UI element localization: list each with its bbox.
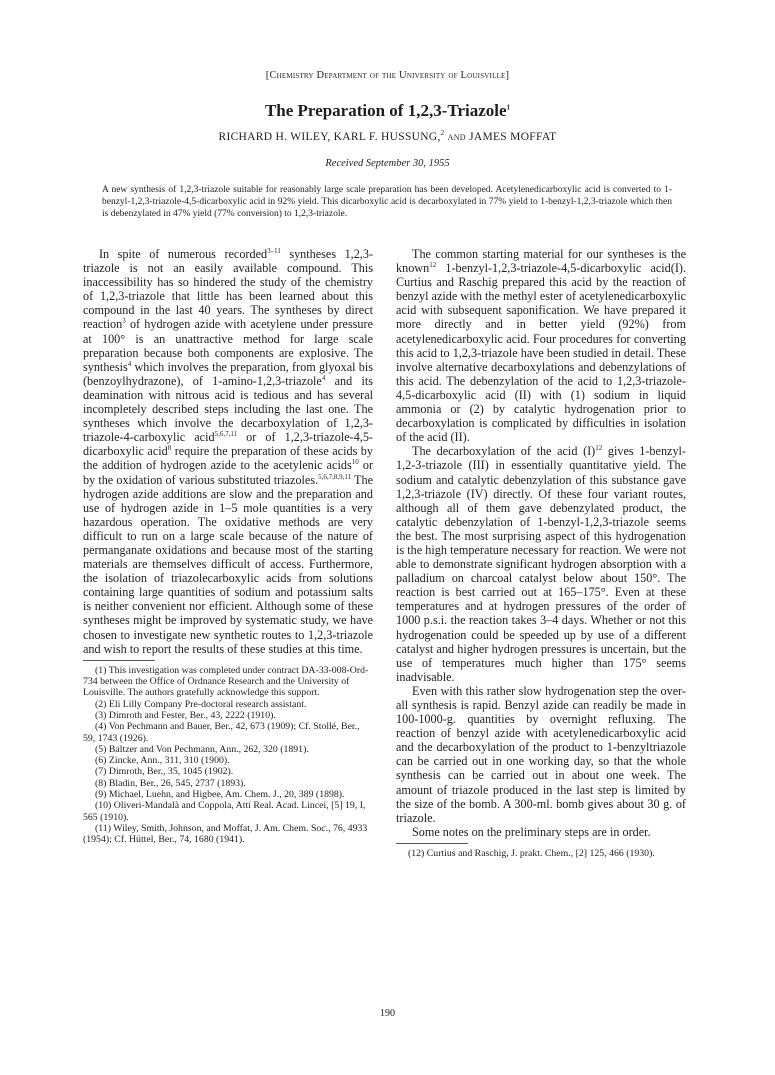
- right-column: [396, 247, 686, 859]
- footnote-rule: [83, 660, 155, 661]
- footnotes-left: [83, 665, 373, 846]
- footnote: (1) This investigation was completed under contract DA-33-008-Ord-734 between the Office of Ordnance Research and the University of Louisville. The authors gratefully acknowledge this support.: [83, 664, 369, 699]
- reference-superscript: 12: [595, 444, 603, 453]
- author-line: [0, 131, 775, 143]
- reference-superscript: 3–11: [267, 246, 281, 255]
- footnote: (4) Von Pechmann and Bauer, Ber., 42, 673 (1909); Cf. Stollé, Ber., 59, 1743 (1926).: [83, 721, 360, 744]
- body-paragraph: Some notes on the preliminary steps are in order.: [412, 824, 651, 839]
- title-footnote-ref: 1: [506, 103, 511, 112]
- page-number: 190: [380, 1008, 395, 1019]
- reference-superscript: 5,6,7,8,9,11: [318, 472, 352, 481]
- footnote: (7) Dimroth, Ber., 35, 1045 (1902).: [95, 766, 234, 778]
- footnote: (3) Dimroth and Fester, Ber., 43, 2222 (1910).: [95, 709, 276, 721]
- author-footnote-ref: 2: [440, 129, 445, 138]
- footnote: (5) Baltzer and Von Pechmann, Ann., 262, 320 (1891).: [95, 743, 309, 755]
- footnote-rule: [396, 843, 468, 844]
- footnote: (8) Bladin, Ber., 26, 545, 2737 (1893).: [95, 777, 246, 789]
- reference-superscript: 4: [127, 359, 132, 368]
- authors-main: RICHARD H. WILEY, KARL F. HUSSUNG,: [218, 131, 441, 143]
- footnotes-right: [396, 848, 686, 859]
- received-date: Received September 30, 1955: [325, 158, 450, 169]
- footnote: (9) Michael, Luehn, and Higbee, Am. Chem. J., 20, 389 (1898).: [95, 788, 345, 800]
- body-paragraph: The decarboxylation of the acid $(I)^{12}$ gives 1-benzyl-1,2-3-triazole (III) in essentially quantitative yield. The sodium and catalytic debenzylation of this substance gave 1,2,3-triazole (IV) directly. Of these four variant routes, although all of them gave debenzylated product, the catalytic debenzylation of 1-benzyl-1,2,3-triazole seems the best. The most surprising aspect of this hydrogenation is the high temperature necessary for reaction. We were not able to demonstrate significant hydrogen absorption with a palladium on charcoal catalyst below about 150°. The reaction is best carried out at 165–175°. Even at these temperatures and at hydrogen pressures of the order of 1000 p.s.i. the reaction takes 3–4 days. Whether or not this hydrogenation could be speeded up by use of a different catalyst and higher hydrogen pressures is uncertain, but the use of temperatures much higher than 175° seems inadvisable.: [396, 444, 686, 684]
- reference-superscript: 8: [167, 444, 172, 453]
- reference-superscript: 10: [351, 458, 359, 467]
- left-column: [83, 247, 373, 845]
- authors-and: and: [447, 131, 466, 143]
- reference-superscript: 3: [122, 317, 126, 326]
- reference-superscript: 5,6,7,11: [214, 430, 238, 439]
- footnote: (2) Eli Lilly Company Pre-doctoral research assistant.: [95, 698, 307, 710]
- footnote: (6) Zincke, Ann., 311, 310 (1900).: [95, 755, 230, 767]
- footnote: (12) Curtius and Raschig, J. prakt. Chem., [2] 125, 466 (1930).: [408, 847, 655, 859]
- reference-superscript: 4: [321, 373, 326, 382]
- abstract: A new synthesis of 1,2,3-triazole suitable for reasonably large scale preparation has been developed. Acetylenedicarboxylic acid is converted to 1-benzyl-1,2,3-triazole-4,5-dicarboxylic acid in 92% yield. This dicarboxylic acid is decarboxylated in 77% yield to 1-benzyl-1,2,3-triazole which then is debenzylated in 47% yield (77% conversion) to 1,2,3-triazole.: [102, 185, 672, 219]
- body-paragraph: The common starting material for our syntheses is the known$^{12}$ 1-benzyl-1,2,3-triazole-4,5-dicarboxylic acid(I). Curtius and Raschig prepared this acid by the reaction of benzyl azide with the methyl ester of acetylenedicarboxylic acid with subsequent saponification. We have prepared it more directly and in better yield (92%) from acetylenedicarboxylic acid. Four procedures for converting this acid to 1,2,3-triazole have been studied in detail. These involve alternative decarboxylations and debenzylations of this acid. The debenzylation of the acid to 1,2,3-triazole-4,5-dicarboxylic acid (II) with (1) sodium in liquid ammonia or (2) by catalytic hydrogenation prior to decarboxylation is complicated by difficulties in isolation of the acid (II).: [396, 247, 687, 445]
- body-paragraph: In spite of numerous recorded$^{3-11}$ syntheses 1,2,3-triazole is not an easily available compound. This inaccessibility has so hindered the study of the chemistry of 1,2,3-triazole that little has been learned about this compound in the last 40 years. The syntheses by direct reaction$^3$ of hydrogen azide with acetylene under pressure at 100° is an unattractive method for large scale preparation because both components are explosive. The synthesis$^4$ which involves the preparation, from glyoxal bis (benzoylhydrazone), of 1-amino-1,2,3-triazole$^4$ and its deamination with nitrous acid is tedious and has several incompletely described steps including the last one. The syntheses which involve the decarboxylation of 1,2,3-triazole-4-carboxylic acid$^{5,6,7,11}$ or of 1,2,3-triazole-4,5-dicarboxylic acid$^8$ require the preparation of these acids by the addition of hydrogen azide to the acetylenic acids$^{10}$ or by the oxidation of various substituted triazoles.$^{5,6,7,8,9,11}$ The hydrogen azide additions are slow and the preparation and use of hydrogen azide in 1–5 mole quantities is a very hazardous operation. The oxidative methods are very difficult to run on a large scale because of the nature of permanganate oxidations and because most of the starting materials are themselves difficult of access. Furthermore, the isolation of triazolecarboxylic acids from solutions containing large quantities of sodium and potassium salts is neither convenient nor efficient. Although some of these syntheses might be improved by systematic study, we have chosen to investigate new synthetic routes to 1,2,3-triazole and wish to report the results of these studies at this time.: [83, 246, 374, 656]
- footnote: (10) Oliveri-Mandalà and Coppola, Atti Real. Acad. Lincei, [5] 19, I, 565 (1910).: [83, 800, 366, 823]
- footnote: (11) Wiley, Smith, Johnson, and Moffat, J. Am. Chem. Soc., 76, 4933 (1954); Cf. Hüttel, Ber., 74, 1680 (1941).: [83, 822, 368, 846]
- article-title: The Preparation of 1,2,3-Triazole$^1$: [264, 101, 511, 120]
- body-paragraph: Even with this rather slow hydrogenation step the over-all synthesis is rapid. Benzyl azide can readily be made in 100-1000-g. quantities by overnight refluxing. The reaction of benzyl azide with acetylenedicarboxylic acid and the decarboxylation of the product to 1-benzyltriazole can be carried out in one working day, so that the whole synthesis can be carried out in about one week. The amount of triazole produced in the last step is limited by the size of the bomb. A 300-ml. bomb gives about 30 g. of triazole.: [396, 683, 686, 825]
- department-line: [Chemistry Department of the University of Louisville]: [265, 70, 510, 81]
- authors-last: JAMES MOFFAT: [469, 131, 557, 143]
- reference-superscript: 12: [429, 261, 437, 270]
